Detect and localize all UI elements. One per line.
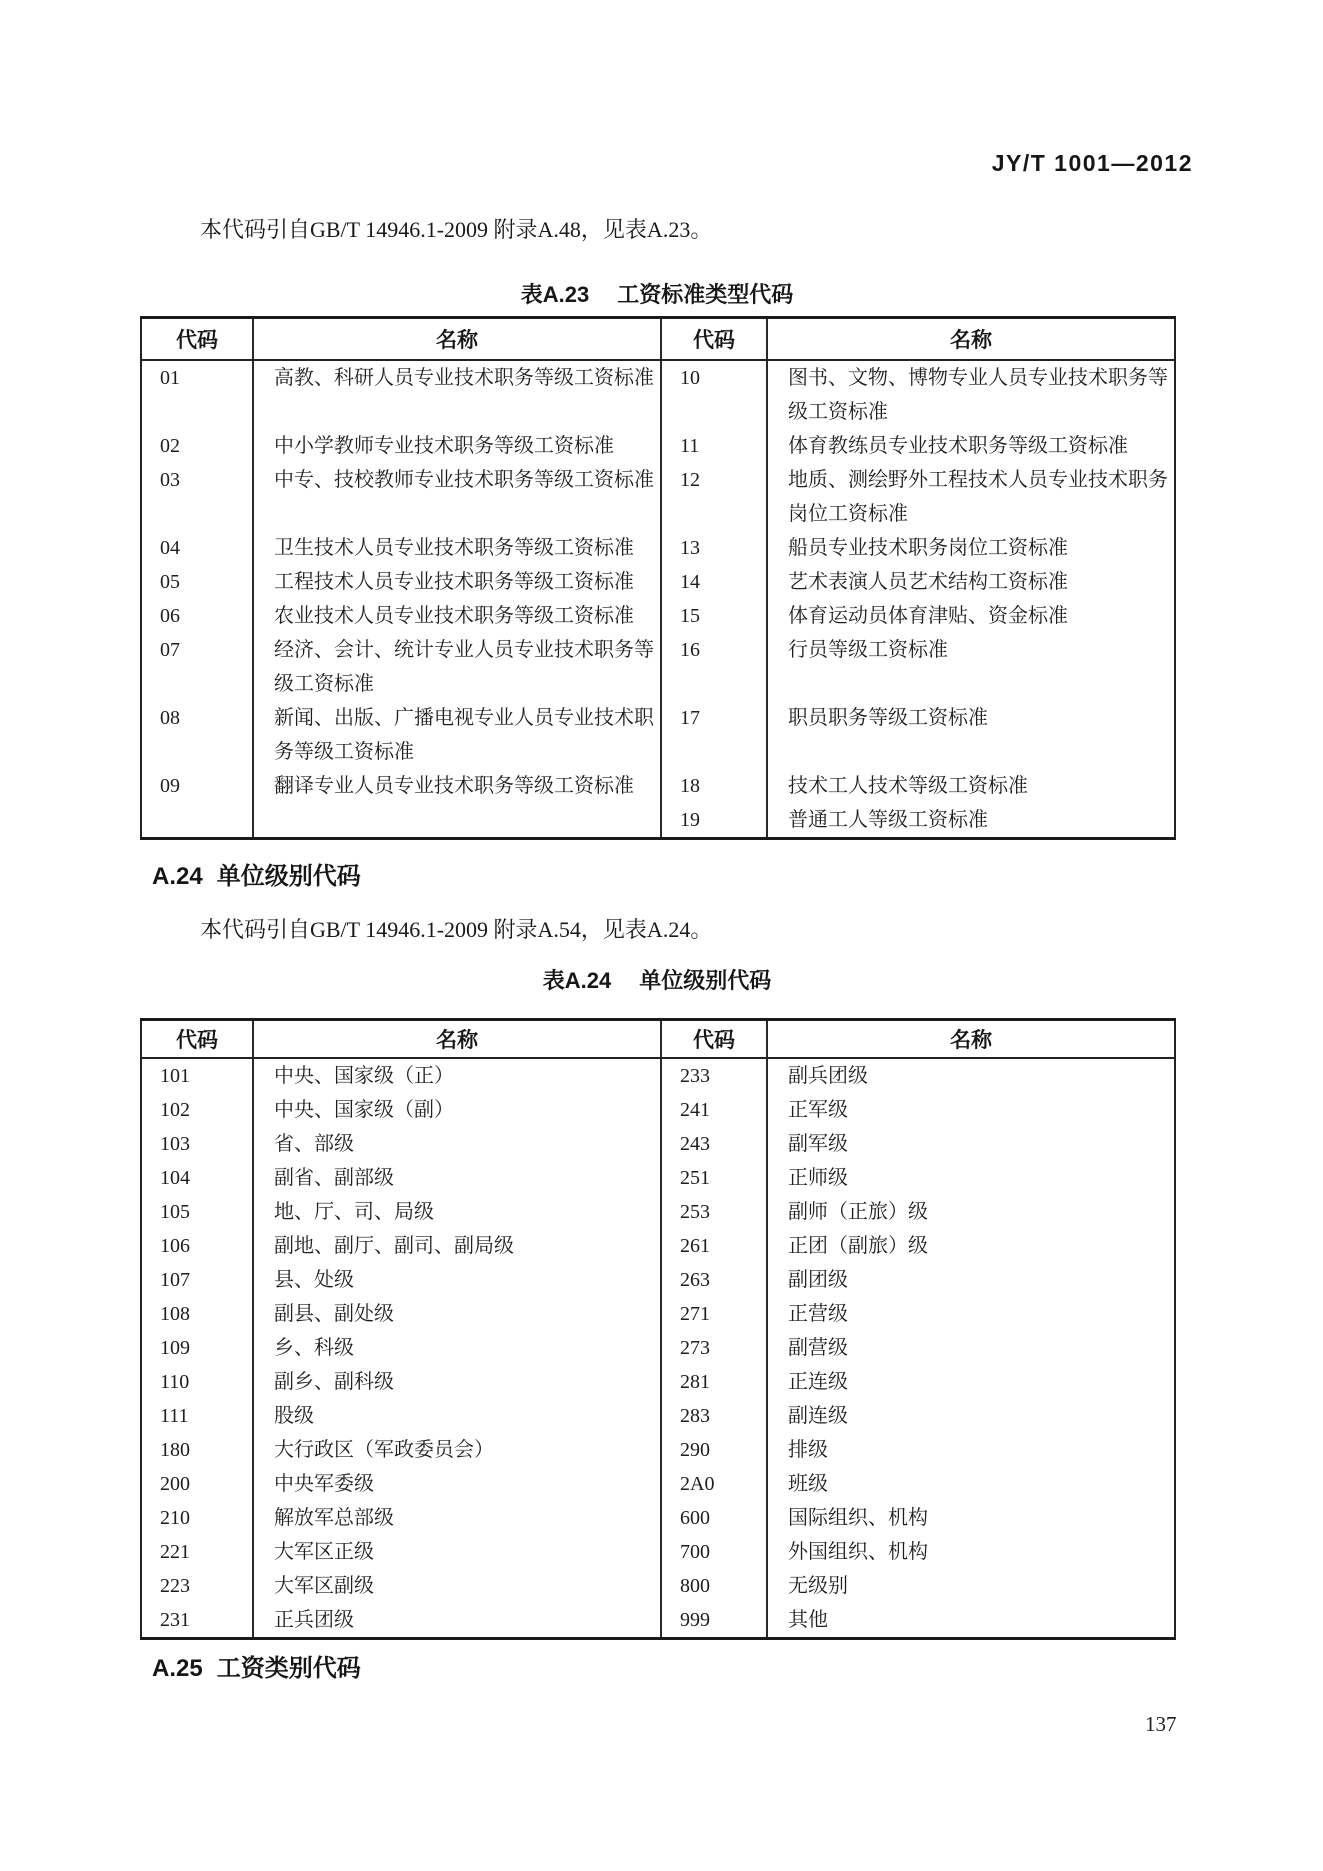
name-cell: 副连级 (767, 1399, 1175, 1433)
name-cell: 其他 (767, 1603, 1175, 1639)
name-cell: 高教、科研人员专业技术职务等级工资标准 (253, 360, 661, 429)
name-cell: 正营级 (767, 1297, 1175, 1331)
name-cell: 无级别 (767, 1569, 1175, 1603)
table-row (141, 1399, 1175, 1433)
table-row (141, 565, 1175, 599)
name-cell: 县、处级 (253, 1263, 661, 1297)
table-a23-header-row (141, 318, 1175, 361)
column-header-code: 代码 (141, 1020, 253, 1059)
code-cell: 09 (160, 775, 180, 797)
name-cell: 大军区正级 (253, 1535, 661, 1569)
table-row (141, 1603, 1175, 1639)
table-a24-body (141, 1058, 1175, 1639)
table-row (141, 1467, 1175, 1501)
code-cell: 102 (160, 1099, 190, 1121)
code-cell: 10 (661, 360, 767, 429)
table-a24-caption-label: 表A.24 (542, 968, 612, 993)
column-header-name: 名称 (767, 1020, 1175, 1059)
table-row (141, 360, 1175, 429)
code-cell: 15 (661, 599, 767, 633)
page-number: 137 (1145, 1712, 1177, 1736)
name-cell: 大行政区（军政委员会） (253, 1433, 661, 1467)
code-cell: 281 (661, 1365, 767, 1399)
code-cell: 105 (160, 1201, 190, 1223)
name-cell: 体育运动员体育津贴、资金标准 (767, 599, 1175, 633)
code-cell: 233 (661, 1058, 767, 1093)
code-cell: 110 (160, 1371, 190, 1393)
name-cell: 国际组织、机构 (767, 1501, 1175, 1535)
table-row (141, 1195, 1175, 1229)
code-cell: 06 (160, 605, 180, 627)
table-row (141, 1569, 1175, 1603)
code-cell: 01 (160, 367, 180, 389)
code-cell: 261 (661, 1229, 767, 1263)
name-cell: 副营级 (767, 1331, 1175, 1365)
column-header-name: 名称 (253, 318, 661, 361)
table-row (141, 1433, 1175, 1467)
name-cell: 船员专业技术职务岗位工资标准 (767, 531, 1175, 565)
table-row (141, 1501, 1175, 1535)
name-cell: 正团（副旅）级 (767, 1229, 1175, 1263)
name-cell: 中央军委级 (253, 1467, 661, 1501)
section-a24-title: 单位级别代码 (216, 863, 361, 890)
name-cell (253, 803, 661, 839)
code-cell: 210 (160, 1507, 190, 1529)
code-cell (141, 803, 253, 839)
name-cell: 行员等级工资标准 (767, 633, 1175, 701)
column-header-code: 代码 (661, 318, 767, 361)
code-cell: 05 (160, 571, 180, 593)
code-cell: 103 (160, 1133, 190, 1155)
code-cell: 273 (661, 1331, 767, 1365)
name-cell: 体育教练员专业技术职务等级工资标准 (767, 429, 1175, 463)
table-row (141, 1535, 1175, 1569)
code-cell: 14 (661, 565, 767, 599)
code-cell: 111 (160, 1405, 189, 1427)
column-header-name: 名称 (253, 1020, 661, 1059)
name-cell: 省、部级 (253, 1127, 661, 1161)
section-heading-a24 (152, 856, 361, 891)
code-cell: 251 (661, 1161, 767, 1195)
table-row (141, 803, 1175, 839)
unit-level-code-table (140, 1018, 1176, 1640)
name-cell: 正师级 (767, 1161, 1175, 1195)
name-cell: 中央、国家级（副） (253, 1093, 661, 1127)
name-cell: 正连级 (767, 1365, 1175, 1399)
name-cell: 正兵团级 (253, 1603, 661, 1639)
code-cell: 800 (661, 1569, 767, 1603)
code-cell: 13 (661, 531, 767, 565)
table-row (141, 1263, 1175, 1297)
name-cell: 职员职务等级工资标准 (767, 701, 1175, 769)
name-cell: 普通工人等级工资标准 (767, 803, 1175, 839)
table-row (141, 1297, 1175, 1331)
code-cell: 2A0 (661, 1467, 767, 1501)
code-cell: 18 (661, 769, 767, 803)
name-cell: 副兵团级 (767, 1058, 1175, 1093)
code-cell: 231 (160, 1609, 190, 1631)
section-a24-number: A.24 (152, 863, 203, 890)
name-cell: 经济、会计、统计专业人员专业技术职务等级工资标准 (253, 633, 661, 701)
table-row (141, 701, 1175, 769)
name-cell: 地质、测绘野外工程技术人员专业技术职务岗位工资标准 (767, 463, 1175, 531)
name-cell: 大军区副级 (253, 1569, 661, 1603)
name-cell: 外国组织、机构 (767, 1535, 1175, 1569)
code-cell: 283 (661, 1399, 767, 1433)
name-cell: 副军级 (767, 1127, 1175, 1161)
standard-number-header: JY/T 1001—2012 (991, 150, 1193, 176)
code-cell: 17 (661, 701, 767, 769)
code-cell: 223 (160, 1575, 190, 1597)
table-row (141, 1331, 1175, 1365)
table-row (141, 531, 1175, 565)
name-cell: 乡、科级 (253, 1331, 661, 1365)
name-cell: 农业技术人员专业技术职务等级工资标准 (253, 599, 661, 633)
name-cell: 卫生技术人员专业技术职务等级工资标准 (253, 531, 661, 565)
name-cell: 中央、国家级（正） (253, 1058, 661, 1093)
table-row (141, 1161, 1175, 1195)
table-row (141, 599, 1175, 633)
column-header-name: 名称 (767, 318, 1175, 361)
name-cell: 副县、副处级 (253, 1297, 661, 1331)
table-row (141, 1058, 1175, 1093)
code-cell: 108 (160, 1303, 190, 1325)
table-row (141, 1365, 1175, 1399)
code-cell: 700 (661, 1535, 767, 1569)
name-cell: 副地、副厅、副司、副局级 (253, 1229, 661, 1263)
code-cell: 290 (661, 1433, 767, 1467)
table-a23-caption-title: 工资标准类型代码 (617, 282, 794, 307)
code-cell: 02 (160, 435, 180, 457)
code-cell: 104 (160, 1167, 190, 1189)
name-cell: 艺术表演人员艺术结构工资标准 (767, 565, 1175, 599)
name-cell: 新闻、出版、广播电视专业人员专业技术职务等级工资标准 (253, 701, 661, 769)
code-cell: 263 (661, 1263, 767, 1297)
code-cell: 200 (160, 1473, 190, 1495)
code-cell: 221 (160, 1541, 190, 1563)
name-cell: 技术工人技术等级工资标准 (767, 769, 1175, 803)
code-cell: 04 (160, 537, 180, 559)
salary-standard-type-code-table (140, 316, 1176, 840)
code-cell: 107 (160, 1269, 190, 1291)
table-a23-body (141, 360, 1175, 839)
intro-paragraph-a24: 本代码引自GB/T 14946.1-2009 附录A.54，见表A.24。 (200, 917, 713, 942)
name-cell: 副乡、副科级 (253, 1365, 661, 1399)
section-a25-title: 工资类别代码 (216, 1655, 361, 1682)
code-cell: 101 (160, 1065, 190, 1087)
table-a24-header-row (141, 1020, 1175, 1059)
code-cell: 271 (661, 1297, 767, 1331)
name-cell: 中小学教师专业技术职务等级工资标准 (253, 429, 661, 463)
code-cell: 11 (661, 429, 767, 463)
code-cell: 12 (661, 463, 767, 531)
name-cell: 股级 (253, 1399, 661, 1433)
code-cell: 16 (661, 633, 767, 701)
code-cell: 999 (661, 1603, 767, 1639)
name-cell: 班级 (767, 1467, 1175, 1501)
name-cell: 正军级 (767, 1093, 1175, 1127)
name-cell: 解放军总部级 (253, 1501, 661, 1535)
name-cell: 副师（正旅）级 (767, 1195, 1175, 1229)
code-cell: 180 (160, 1439, 190, 1461)
name-cell: 地、厅、司、局级 (253, 1195, 661, 1229)
section-a25-number: A.25 (152, 1655, 203, 1682)
code-cell: 07 (160, 639, 180, 661)
table-row (141, 429, 1175, 463)
code-cell: 600 (661, 1501, 767, 1535)
intro-paragraph-a23: 本代码引自GB/T 14946.1-2009 附录A.48，见表A.23。 (200, 217, 713, 242)
table-a23-caption (140, 278, 1174, 309)
code-cell: 241 (661, 1093, 767, 1127)
code-cell: 109 (160, 1337, 190, 1359)
name-cell: 工程技术人员专业技术职务等级工资标准 (253, 565, 661, 599)
code-cell: 03 (160, 469, 180, 491)
name-cell: 副团级 (767, 1263, 1175, 1297)
column-header-code: 代码 (141, 318, 253, 361)
code-cell: 243 (661, 1127, 767, 1161)
name-cell: 翻译专业人员专业技术职务等级工资标准 (253, 769, 661, 803)
table-row (141, 769, 1175, 803)
name-cell: 排级 (767, 1433, 1175, 1467)
table-a24-caption (140, 964, 1174, 995)
code-cell: 19 (661, 803, 767, 839)
name-cell: 中专、技校教师专业技术职务等级工资标准 (253, 463, 661, 531)
column-header-code: 代码 (661, 1020, 767, 1059)
table-row (141, 1127, 1175, 1161)
table-row (141, 1229, 1175, 1263)
table-row (141, 633, 1175, 701)
table-a24-caption-title: 单位级别代码 (639, 968, 772, 993)
name-cell: 副省、副部级 (253, 1161, 661, 1195)
table-row (141, 463, 1175, 531)
table-a23-caption-label: 表A.23 (520, 282, 590, 307)
code-cell: 253 (661, 1195, 767, 1229)
code-cell: 08 (160, 707, 180, 729)
code-cell: 106 (160, 1235, 190, 1257)
table-row (141, 1093, 1175, 1127)
section-heading-a25 (152, 1648, 361, 1683)
name-cell: 图书、文物、博物专业人员专业技术职务等级工资标准 (767, 360, 1175, 429)
